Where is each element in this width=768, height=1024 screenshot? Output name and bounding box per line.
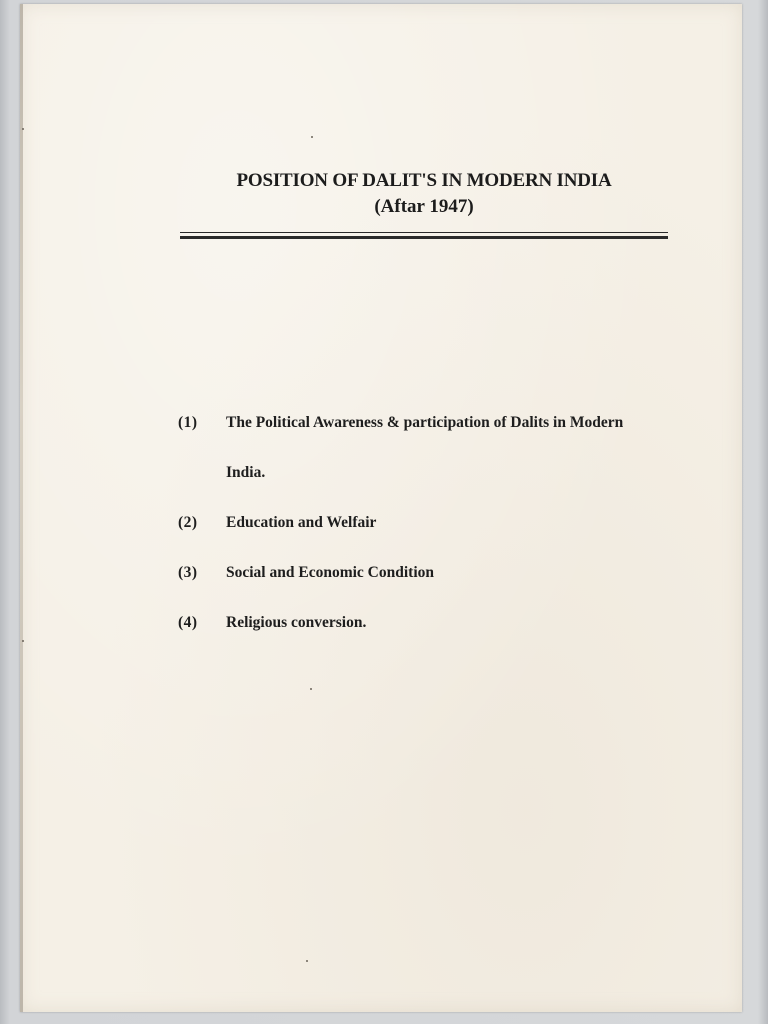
title-rule-thick [180,236,668,239]
list-item [178,514,678,534]
item-number: (1) [178,414,198,431]
item-text: The Political Awareness & participation of Dalits in Modern [226,414,624,431]
item-text: Social and Economic Condition [226,564,434,581]
page-edge [20,4,23,1012]
list-item-continuation [178,464,678,484]
list-item [178,614,678,634]
scan-speck [306,960,308,962]
topic-list [178,414,678,631]
item-text: Religious conversion. [226,614,367,631]
item-text: Education and Welfair [226,514,377,531]
page-title: POSITION OF DALIT'S IN MODERN INDIA [236,170,612,191]
title-rule-thin [180,232,668,233]
scan-speck [311,136,313,138]
scan-speck [310,688,312,690]
item-text-continuation: India. [226,464,266,481]
scan-speck [22,640,24,642]
list-item [178,564,678,584]
scan-speck [22,128,24,130]
page-subtitle: (Aftar 1947) [374,196,474,217]
item-number: (2) [178,514,198,531]
list-item [178,414,678,434]
title-block [180,168,668,220]
item-number: (4) [178,614,198,631]
item-number: (3) [178,564,198,581]
